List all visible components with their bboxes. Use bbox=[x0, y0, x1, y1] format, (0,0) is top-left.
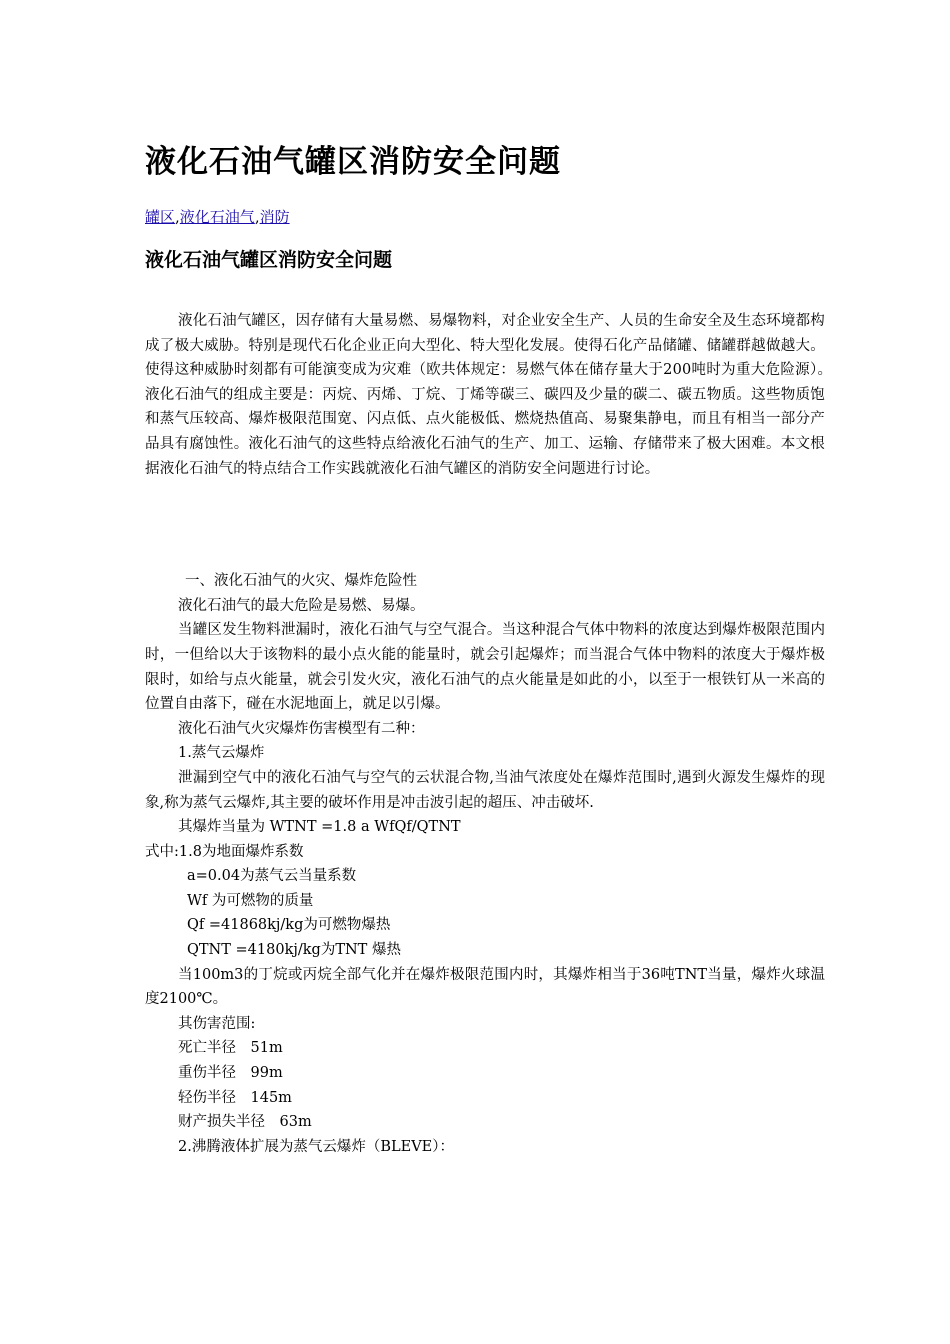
article-body bbox=[145, 569, 825, 1159]
paragraph-equivalent: 当100m3的丁烷或丙烷全部气化并在爆炸极限范围内时，其爆炸相当于36吨TNT当量，爆炸火球温度2100℃。 bbox=[145, 966, 825, 1008]
formula-var-qtnt: QTNT =4180kj/kg为TNT 爆热 bbox=[187, 942, 401, 959]
formula-where: 式中:1.8为地面爆炸系数 bbox=[145, 843, 304, 860]
formula-var-wf: Wf 为可燃物的质量 bbox=[187, 892, 314, 909]
article-subtitle: 液化石油气罐区消防安全问题 bbox=[145, 249, 393, 271]
intro-paragraph: 液化石油气罐区，因存储有大量易燃、易爆物料，对企业安全生产、人员的生命安全及生态环境都构成了极大威胁。特别是现代石化企业正向大型化、特大型化发展。使得石化产品储罐、储罐群越做越大。使得这种威胁时刻都有可能演变成为灾难（欧共体规定：易燃气体在储存量大于200吨时为重大危险源）。 液化石油气的组成主要是：丙烷、丙烯、丁烷、丁烯等碳三、碳四及少量的碳二、碳五物质。这些物质饱和蒸气压较高、爆炸极限范围宽、闪点低、点火能极低、燃烧热值高、易聚集静电，而且有相当一部分产品具有腐蚀性。液化石油气的这些特点给液化石油气的生产、加工、运输、存储带来了极大困难。本文根据液化石油气的特点结合工作实践就液化石油气罐区的消防安全问题进行讨论。 bbox=[145, 313, 855, 477]
document-page bbox=[145, 140, 855, 1159]
subheading-vce: 1.蒸气云爆炸 bbox=[178, 745, 265, 762]
damage-death-radius: 死亡半径 51m bbox=[178, 1040, 283, 1057]
tag-link-tank-area[interactable]: 罐区 bbox=[145, 208, 176, 226]
tag-list bbox=[145, 207, 825, 227]
paragraph-leak: 当罐区发生物料泄漏时，液化石油气与空气混合。当这种混合气体中物料的浓度达到爆炸极限范围内时，一但给以大于该物料的最小点火能的能量时，就会引起爆炸；而当混合气体中物料的浓度大于爆炸极限时，如给与点火能量，就会引发火灾，液化石油气的点火能量是如此的小，以至于一根铁钉从一米高的位置自由落下，碰在水泥地面上，就足以引爆。 bbox=[145, 622, 825, 713]
damage-severe-radius: 重伤半径 99m bbox=[178, 1065, 283, 1082]
formula-var-a: a=0.04为蒸气云当量系数 bbox=[187, 868, 357, 885]
tag-separator: , bbox=[175, 208, 180, 226]
section-heading: 一、液化石油气的火灾、爆炸危险性 bbox=[185, 573, 417, 590]
page-title: 液化石油气罐区消防安全问题 bbox=[145, 144, 561, 180]
damage-property-radius: 财产损失半径 63m bbox=[178, 1114, 312, 1131]
damage-light-radius: 轻伤半径 145m bbox=[178, 1089, 292, 1106]
paragraph-models: 液化石油气火灾爆炸伤害模型有二种： bbox=[178, 720, 425, 737]
formula-var-qf: Qf =41868kj/kg为可燃物爆热 bbox=[187, 917, 391, 934]
formula-line: 其爆炸当量为 WTNT =1.8 a WfQf/QTNT bbox=[178, 819, 461, 836]
tag-separator: , bbox=[254, 208, 260, 226]
damage-range-heading: 其伤害范围: bbox=[178, 1015, 256, 1032]
paragraph-hazard: 液化石油气的最大危险是易燃、易爆。 bbox=[178, 597, 425, 614]
paragraph-vce-desc: 泄漏到空气中的液化石油气与空气的云状混合物,当油气浓度处在爆炸范围时,遇到火源发生爆炸的现象,称为蒸气云爆炸,其主要的破坏作用是冲击波引起的超压、冲击破坏. bbox=[145, 769, 825, 811]
tag-link-fire-protection[interactable]: 消防 bbox=[259, 208, 290, 226]
tag-link-lpg[interactable]: 液化石油气 bbox=[179, 208, 255, 226]
subheading-bleve: 2.沸腾液体扩展为蒸气云爆炸（BLEVE）： bbox=[178, 1138, 455, 1155]
